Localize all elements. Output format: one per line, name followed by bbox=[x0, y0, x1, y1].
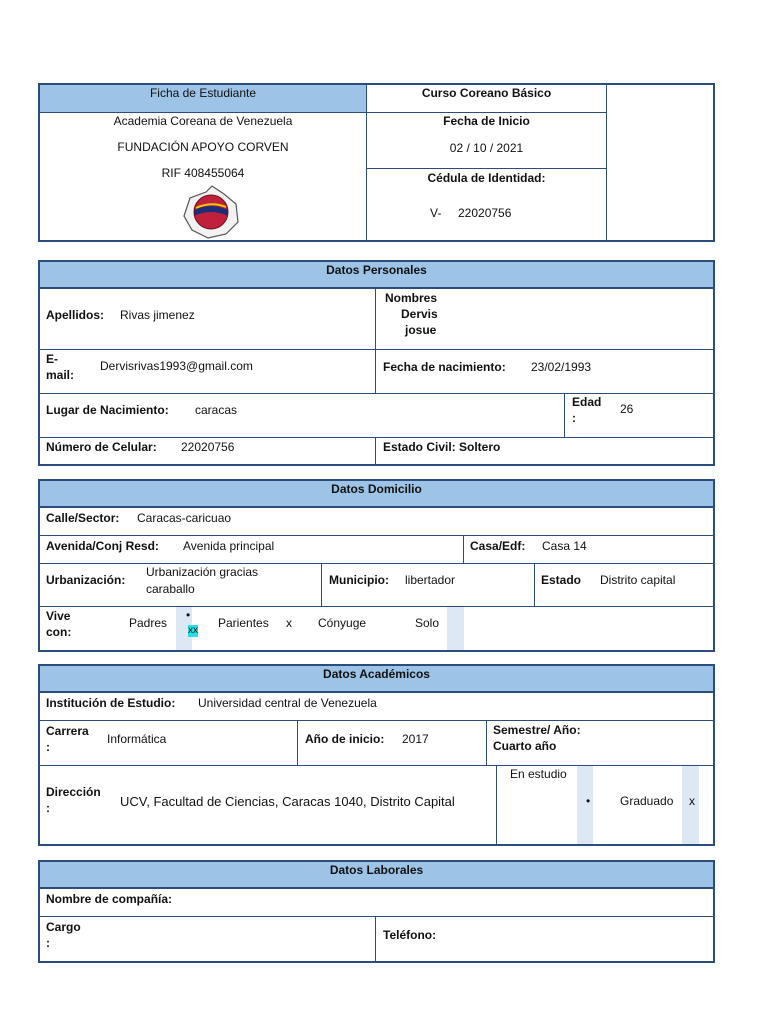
padres-label: Padres bbox=[129, 616, 168, 630]
ficha-title: Ficha de Estudiante bbox=[149, 86, 257, 100]
cargo-label-1: Cargo bbox=[46, 920, 81, 934]
en-estudio-label: En estudio bbox=[510, 767, 567, 781]
conyuge-check-cell bbox=[447, 607, 464, 650]
lugar-nacimiento-value: caracas bbox=[195, 403, 238, 417]
en-estudio-bullet: • bbox=[586, 794, 591, 808]
semestre-value: Cuarto año bbox=[493, 739, 557, 753]
email-value: Dervisrivas1993@gmail.com bbox=[100, 359, 253, 373]
solo-label: Solo bbox=[415, 616, 440, 630]
padres-mark: xx bbox=[188, 625, 198, 636]
estado-label: Estado bbox=[541, 573, 582, 587]
email-label-2: mail: bbox=[46, 368, 75, 382]
conyuge-label: Cónyuge bbox=[318, 616, 367, 630]
telefono-label: Teléfono: bbox=[383, 928, 437, 942]
estado-civil-label: Estado Civil: Soltero bbox=[383, 440, 501, 454]
padres-bullet: • bbox=[186, 608, 191, 622]
datos-personales-header: Datos Personales bbox=[40, 262, 713, 289]
celular-label: Número de Celular: bbox=[46, 440, 157, 454]
anio-inicio-label: Año de inicio: bbox=[305, 732, 385, 746]
casa-value: Casa 14 bbox=[542, 539, 587, 553]
cargo-label-2: : bbox=[46, 936, 50, 950]
academy-emblem-icon bbox=[180, 184, 242, 240]
urbanizacion-value-1: Urbanización gracias bbox=[146, 565, 259, 579]
apellidos-value: Rivas jimenez bbox=[120, 308, 195, 322]
rif-number: RIF 408455064 bbox=[161, 166, 245, 180]
urbanizacion-value-2: caraballo bbox=[146, 582, 195, 596]
institucion-value: Universidad central de Venezuela bbox=[198, 696, 377, 710]
casa-label: Casa/Edf: bbox=[470, 539, 526, 553]
datos-academicos-header: Datos Académicos bbox=[40, 666, 713, 693]
avenida-value: Avenida principal bbox=[183, 539, 275, 553]
curso-title: Curso Coreano Básico bbox=[421, 86, 552, 100]
estado-value: Distrito capital bbox=[600, 573, 676, 587]
nombres-label: Nombres bbox=[385, 291, 438, 305]
vive-label-1: Vive bbox=[46, 609, 71, 623]
municipio-value: libertador bbox=[405, 573, 456, 587]
cedula-label: Cédula de Identidad: bbox=[427, 171, 546, 185]
fecha-nacimiento-value: 23/02/1993 bbox=[531, 360, 592, 374]
email-label-1: E- bbox=[46, 352, 58, 366]
academia-name: Academia Coreana de Venezuela bbox=[113, 114, 293, 128]
nombres-value-2: josue bbox=[405, 323, 437, 337]
urbanizacion-label: Urbanización: bbox=[46, 573, 126, 587]
direccion-value: UCV, Facultad de Ciencias, Caracas 1040, Distrito Capital bbox=[120, 794, 455, 809]
semestre-label: Semestre/ Año: bbox=[493, 723, 581, 737]
graduado-label: Graduado bbox=[620, 794, 674, 808]
celular-value: 22020756 bbox=[181, 440, 235, 454]
fecha-nacimiento-label: Fecha de nacimiento: bbox=[383, 360, 506, 374]
anio-inicio-value: 2017 bbox=[402, 732, 429, 746]
municipio-label: Municipio: bbox=[329, 573, 389, 587]
fecha-inicio-value: 02 / 10 / 2021 bbox=[449, 141, 524, 155]
cedula-value: 22020756 bbox=[458, 206, 512, 220]
edad-label-2: : bbox=[572, 411, 576, 425]
lugar-nacimiento-label: Lugar de Nacimiento: bbox=[46, 403, 169, 417]
en-estudio-check-cell bbox=[577, 766, 593, 844]
fundacion-name: FUNDACIÓN APOYO CORVEN bbox=[117, 140, 289, 154]
direccion-label-1: Dirección bbox=[46, 785, 101, 799]
vive-label-2: con: bbox=[46, 625, 72, 639]
datos-domicilio-header: Datos Domicilio bbox=[40, 481, 713, 508]
direccion-label-2: : bbox=[46, 801, 50, 815]
apellidos-label: Apellidos: bbox=[46, 308, 105, 322]
edad-label-1: Edad bbox=[572, 395, 602, 409]
avenida-label: Avenida/Conj Resd: bbox=[46, 539, 159, 553]
fecha-inicio-label: Fecha de Inicio bbox=[443, 114, 530, 128]
compania-label: Nombre de compañía: bbox=[46, 892, 173, 906]
edad-value: 26 bbox=[620, 402, 634, 416]
institucion-label: Institución de Estudio: bbox=[46, 696, 176, 710]
carrera-label-2: : bbox=[46, 740, 50, 754]
calle-value: Caracas-caricuao bbox=[137, 511, 232, 525]
carrera-value: Informática bbox=[107, 732, 167, 746]
graduado-mark: x bbox=[689, 794, 695, 808]
carrera-label-1: Carrera bbox=[46, 724, 89, 738]
nombres-value-1: Dervis bbox=[401, 307, 438, 321]
calle-label: Calle/Sector: bbox=[46, 511, 120, 525]
datos-laborales-header: Datos Laborales bbox=[40, 862, 713, 889]
cedula-prefix: V- bbox=[430, 206, 442, 220]
parientes-mark: x bbox=[286, 616, 292, 630]
parientes-label: Parientes bbox=[218, 616, 269, 630]
